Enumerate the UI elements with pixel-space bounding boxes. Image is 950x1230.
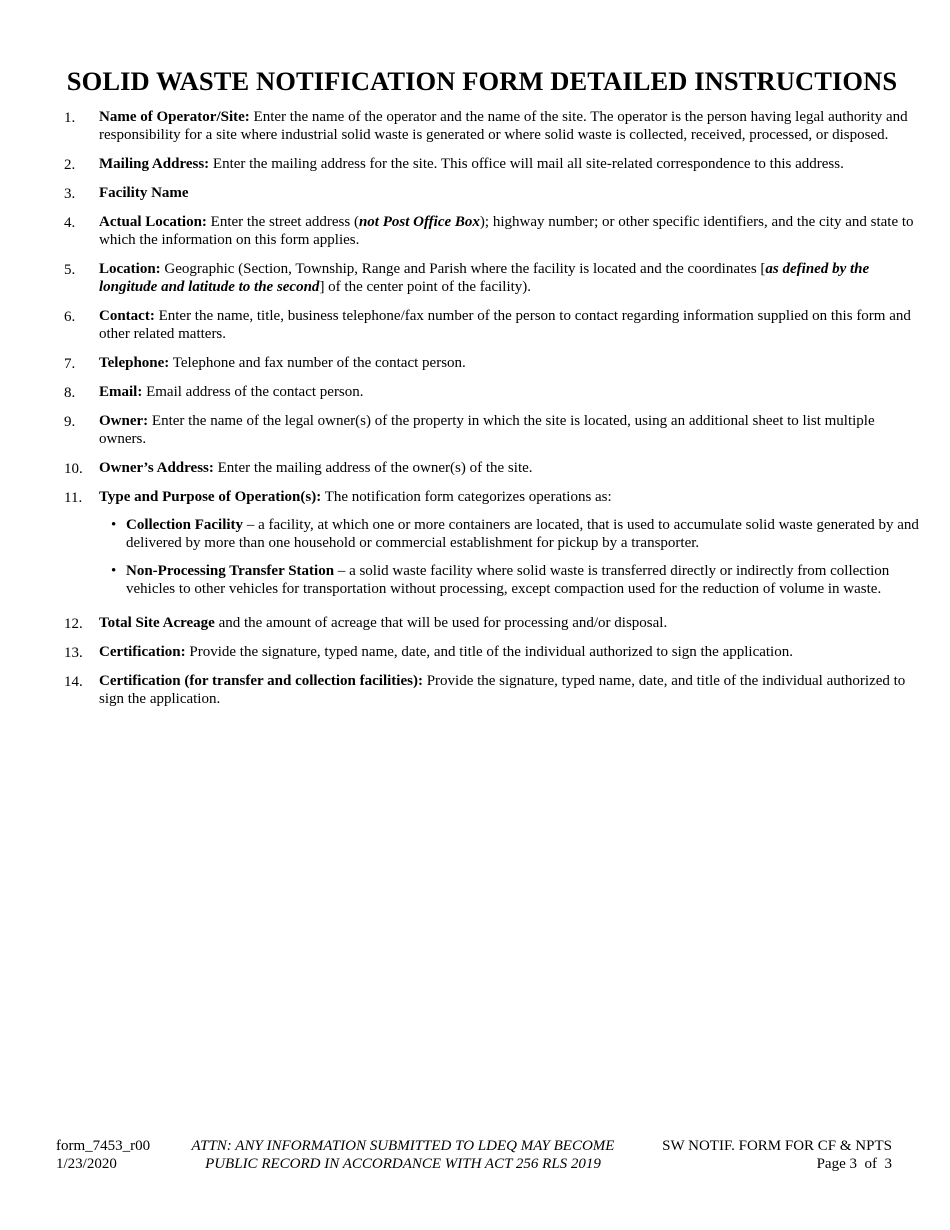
bullet-item-collection-facility bbox=[111, 516, 925, 552]
page-number: Page 3 of 3 bbox=[816, 1156, 892, 1172]
item-number: 2. bbox=[64, 157, 76, 173]
bullet-description: – a solid waste facility where solid waste is transferred directly or indirectly from collection vehicles to other vehicles for transportation without processing, except compaction used for the reduction of volume in waste. bbox=[126, 563, 890, 597]
item-heading: Email: bbox=[99, 384, 143, 400]
item-number: 4. bbox=[64, 215, 76, 231]
attn-line-2: PUBLIC RECORD IN ACCORDANCE WITH ACT 256 RLS 2019 bbox=[205, 1156, 601, 1172]
item-heading: Owner: bbox=[99, 413, 149, 429]
page-title: SOLID WASTE NOTIFICATION FORM DETAILED INSTRUCTIONS bbox=[66, 66, 898, 96]
bullet-description: – a facility, at which one or more containers are located, that is used to accumulate solid waste generated by and delivered by more than one household or commercial establishment for pickup by a transporter. bbox=[126, 517, 919, 551]
item-heading: Type and Purpose of Operation(s): bbox=[99, 489, 322, 505]
item-description: Telephone and fax number of the contact person. bbox=[169, 355, 466, 371]
item-text bbox=[99, 108, 925, 144]
item-number: 3. bbox=[64, 186, 76, 202]
item-text bbox=[99, 184, 925, 202]
list-item bbox=[0, 412, 950, 448]
list-item bbox=[0, 672, 950, 708]
item-description: and the amount of acreage that will be used for processing and/or disposal. bbox=[214, 615, 668, 631]
item-text bbox=[99, 354, 925, 372]
item-text bbox=[99, 459, 925, 477]
item-number: 9. bbox=[64, 414, 76, 430]
attn-line-1: ATTN: ANY INFORMATION SUBMITTED TO LDEQ MAY BECOME bbox=[191, 1138, 615, 1154]
item-number: 6. bbox=[64, 309, 76, 325]
item-heading: Actual Location: bbox=[99, 214, 207, 230]
item-text bbox=[99, 307, 925, 343]
item-number: 12. bbox=[64, 616, 83, 632]
item-description: The notification form categorizes operations as: bbox=[321, 489, 612, 505]
item-description: Enter the name of the legal owner(s) of the property in which the site is located, using an additional sheet to list multiple owners. bbox=[99, 413, 875, 447]
item-number: 5. bbox=[64, 262, 76, 278]
item-number: 1. bbox=[64, 110, 76, 126]
item-text bbox=[99, 614, 925, 632]
item-heading: Certification (for transfer and collection facilities): bbox=[99, 673, 423, 689]
item-description: Email address of the contact person. bbox=[142, 384, 364, 400]
footer-page-info bbox=[662, 1137, 892, 1173]
item-number: 11. bbox=[64, 490, 83, 506]
item-text bbox=[99, 412, 925, 448]
item-description: Enter the mailing address for the site. This office will mail all site-related correspondence to this address. bbox=[209, 156, 844, 172]
item-text bbox=[99, 383, 925, 401]
item-text bbox=[99, 643, 925, 661]
item-emphasis: as defined by the longitude and latitude to the second bbox=[99, 261, 870, 295]
instructions-list bbox=[0, 108, 950, 719]
footer-attn-notice bbox=[170, 1137, 636, 1173]
item-number: 10. bbox=[64, 461, 83, 477]
list-item bbox=[0, 614, 950, 632]
item-heading: Certification: bbox=[99, 644, 186, 660]
item-text bbox=[99, 260, 925, 296]
item-description-cont: ); highway number; or other specific identifiers, and the city and state to which the information on this form applies. bbox=[99, 214, 914, 248]
item-description: Geographic (Section, Township, Range and Parish where the facility is located and the coordinates [ bbox=[160, 261, 766, 277]
item-heading: Owner’s Address: bbox=[99, 460, 214, 476]
item-number: 14. bbox=[64, 674, 83, 690]
list-item bbox=[0, 213, 950, 249]
item-description: Enter the name of the operator and the name of the site. The operator is the person having legal authority and responsibility for a site where industrial solid waste is generated or where solid waste is collected, received, processed, or disposed. bbox=[99, 109, 908, 143]
item-heading: Location: bbox=[99, 261, 161, 277]
item-description: Enter the mailing address of the owner(s) of the site. bbox=[213, 460, 533, 476]
item-text bbox=[99, 488, 925, 506]
list-item bbox=[0, 459, 950, 477]
form-title: SW NOTIF. FORM FOR CF & NPTS bbox=[662, 1138, 892, 1154]
list-item bbox=[0, 383, 950, 401]
list-item bbox=[0, 155, 950, 173]
item-heading: Contact: bbox=[99, 308, 155, 324]
list-item bbox=[0, 307, 950, 343]
item-text bbox=[99, 155, 925, 173]
list-item bbox=[0, 643, 950, 661]
item-number: 7. bbox=[64, 356, 76, 372]
item-heading: Mailing Address: bbox=[99, 156, 210, 172]
list-item bbox=[0, 354, 950, 372]
item-heading: Total Site Acreage bbox=[99, 615, 215, 631]
item-description: Provide the signature, typed name, date, and title of the individual authorized to sign the application. bbox=[99, 673, 906, 707]
item-description: Enter the street address ( bbox=[206, 214, 359, 230]
item-description-cont: ] of the center point of the facility). bbox=[319, 279, 532, 295]
item-description: Provide the signature, typed name, date, and title of the individual authorized to sign the application. bbox=[185, 644, 793, 660]
bullet-icon: • bbox=[111, 517, 117, 533]
form-date: 1/23/2020 bbox=[56, 1156, 117, 1172]
item-number: 13. bbox=[64, 645, 83, 661]
item-description: Enter the name, title, business telephone/fax number of the person to contact regarding information supplied on this form and other related matters. bbox=[99, 308, 911, 342]
bullet-item-transfer-station bbox=[111, 562, 925, 598]
item-text bbox=[99, 672, 925, 708]
item-emphasis: not Post Office Box bbox=[358, 214, 480, 230]
item-heading: Name of Operator/Site: bbox=[99, 109, 250, 125]
form-id: form_7453_r00 bbox=[56, 1138, 151, 1154]
list-item bbox=[0, 488, 950, 598]
item-number: 8. bbox=[64, 385, 76, 401]
item-heading: Telephone: bbox=[99, 355, 170, 371]
bullet-heading: Non-Processing Transfer Station bbox=[126, 563, 335, 579]
bullet-icon: • bbox=[111, 563, 117, 579]
bullet-heading: Collection Facility bbox=[126, 517, 244, 533]
list-item bbox=[0, 260, 950, 296]
list-item bbox=[0, 184, 950, 202]
footer-form-info bbox=[56, 1137, 150, 1173]
list-item bbox=[0, 108, 950, 144]
item-heading: Facility Name bbox=[99, 185, 189, 201]
item-text bbox=[99, 213, 925, 249]
